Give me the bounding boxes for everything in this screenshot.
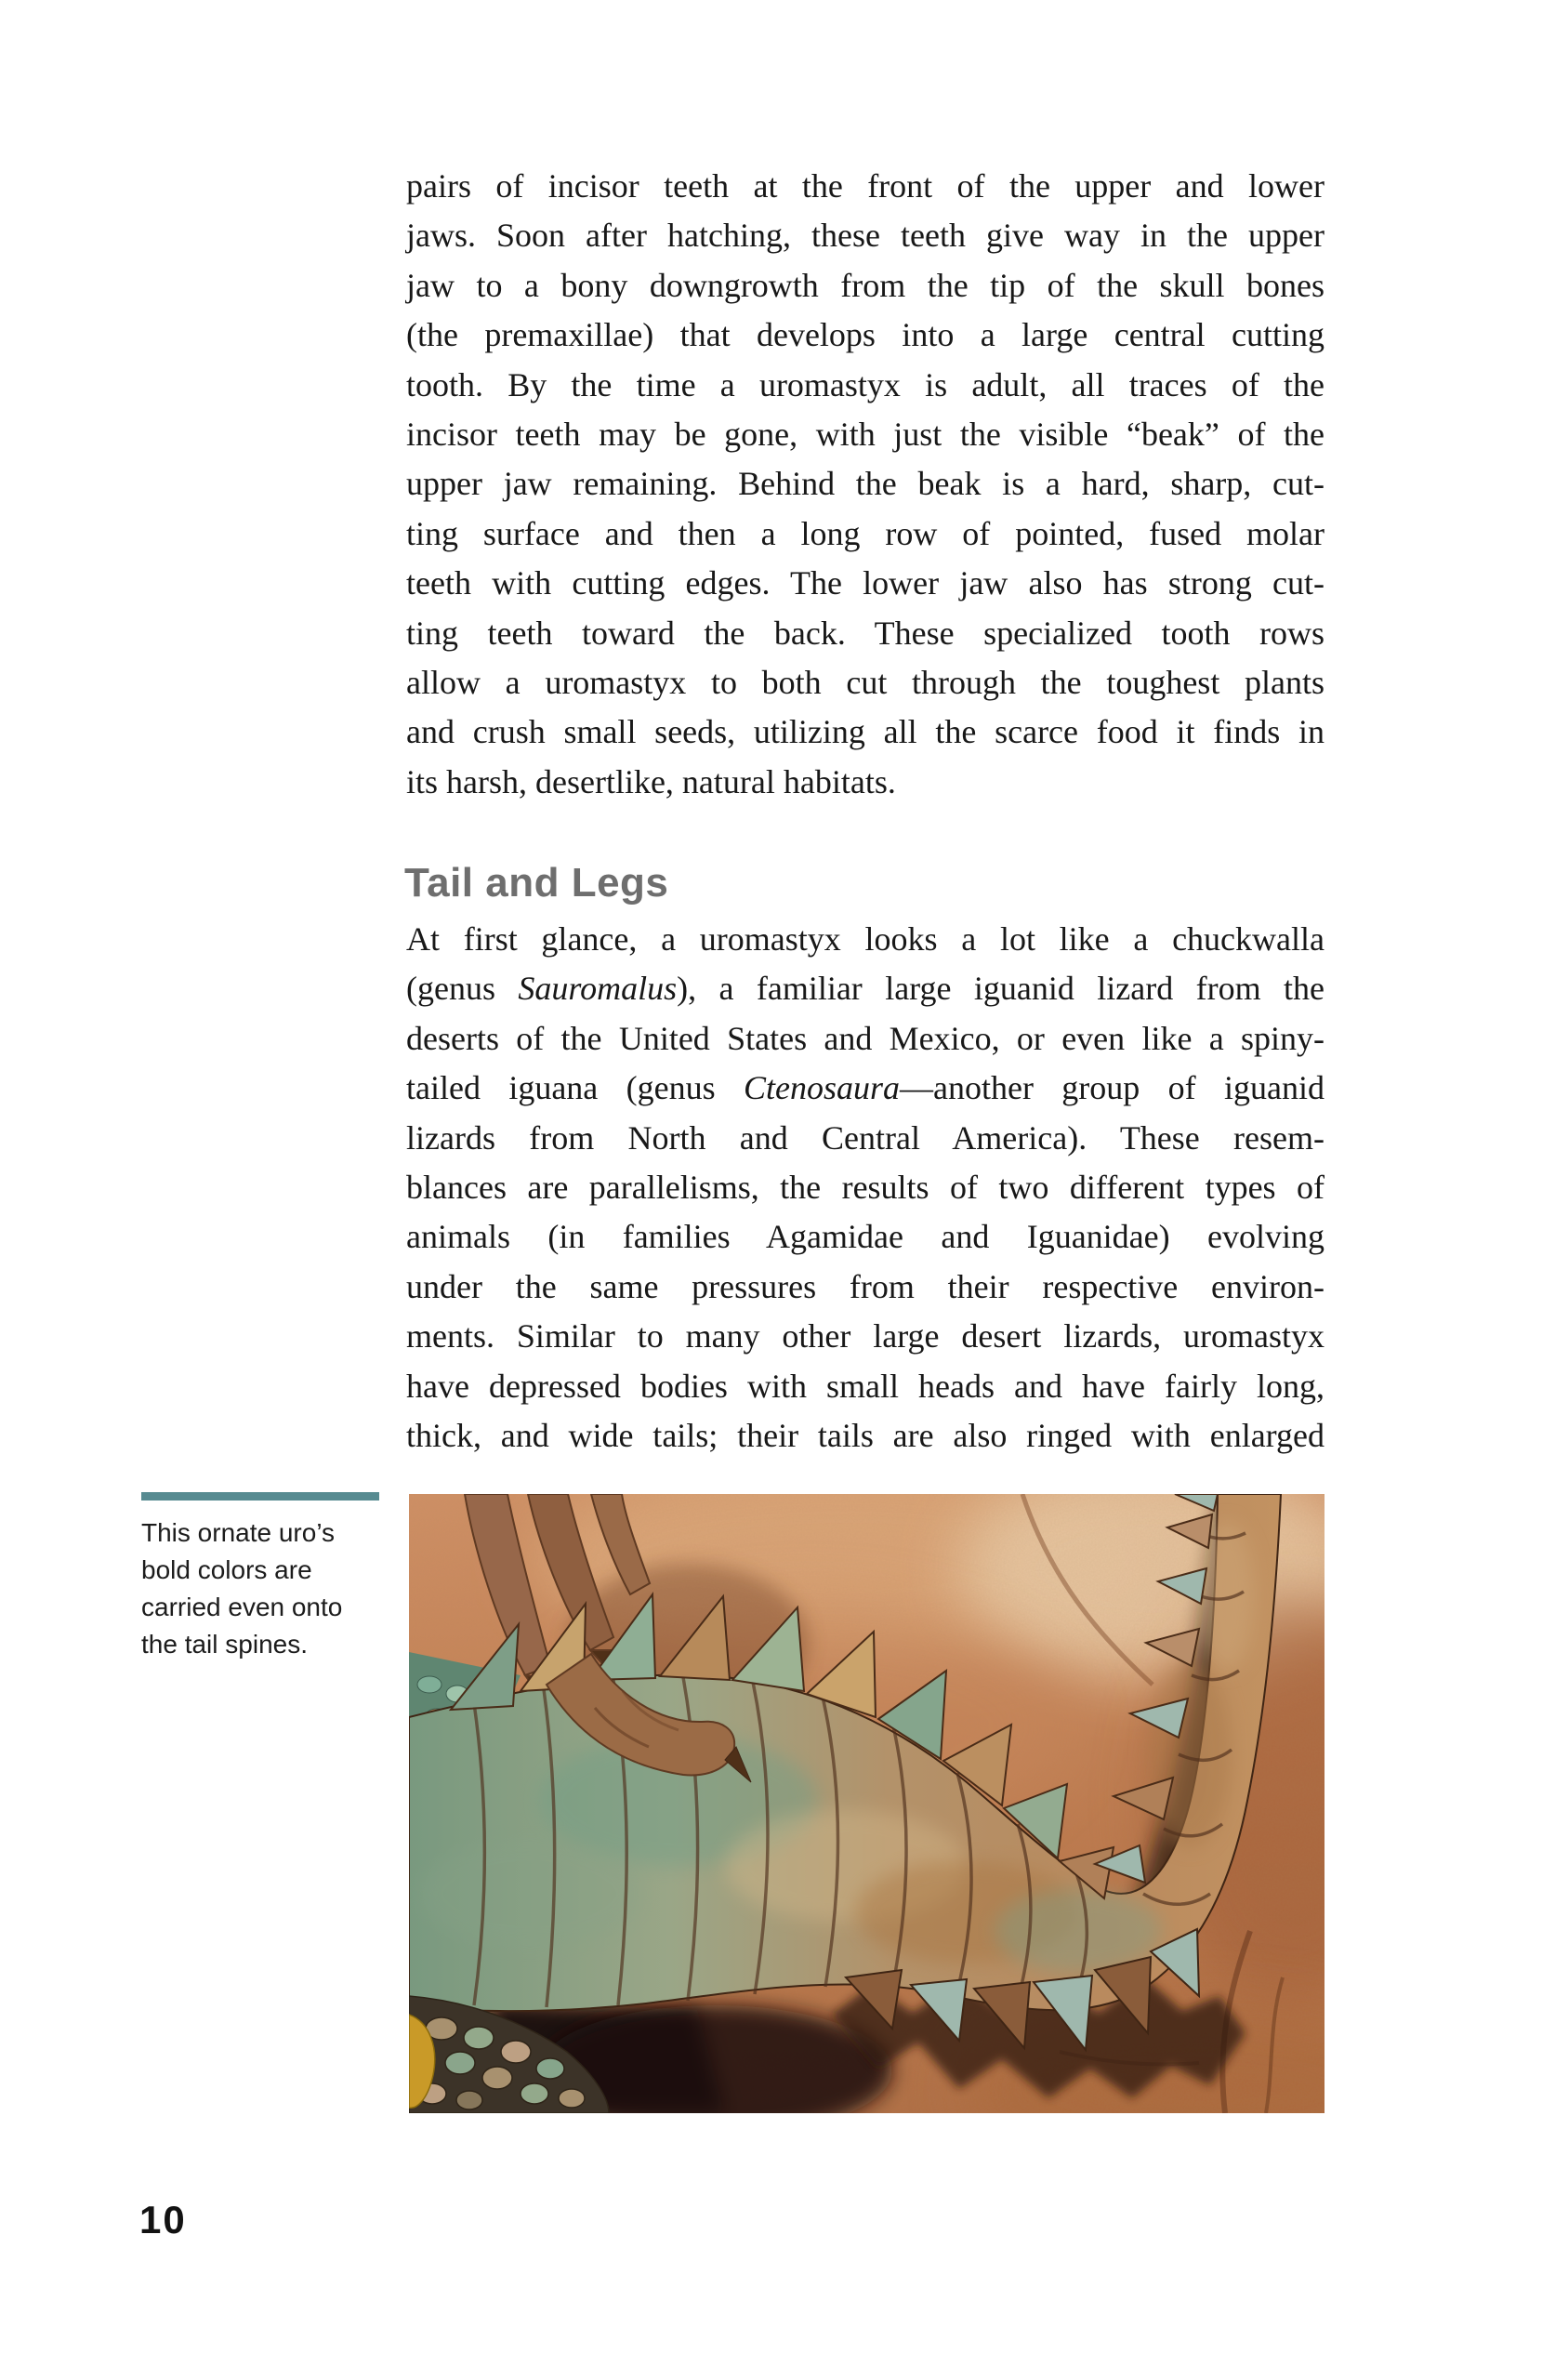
- genus-name: Sauromalus: [518, 970, 678, 1008]
- text-run: tailed iguana (genus: [406, 1069, 744, 1107]
- text-line: jaws. Soon after hatching, these teeth give way in the upper: [406, 217, 1325, 255]
- text-line: deserts of the United States and Mexico, or even like a spiny-: [406, 1019, 1325, 1057]
- text-line: (the premaxillae) that develops into a large central cutting: [406, 316, 1325, 354]
- text-line: At first glance, a uromastyx looks a lot like a chuckwalla: [406, 920, 1325, 958]
- body-paragraph-2: [406, 915, 1325, 1461]
- page-number: 10: [139, 2198, 187, 2241]
- text-line: jaw to a bony downgrowth from the tip of the skull bones: [406, 266, 1325, 304]
- genus-name: Ctenosaura: [743, 1069, 900, 1107]
- caption-line: the tail spines.: [141, 1630, 308, 1659]
- text-line: under the same pressures from their respective environ-: [406, 1267, 1325, 1305]
- text-line: blances are parallelisms, the results of two different types of: [406, 1169, 1325, 1207]
- photo-caption: [141, 1514, 392, 1663]
- text-run: ), a familiar large iguanid lizard from the: [677, 970, 1325, 1008]
- text-line: tooth. By the time a uromastyx is adult, all traces of the: [406, 365, 1325, 403]
- text-line: allow a uromastyx to both cut through the toughest plants: [406, 664, 1325, 702]
- text-run: —another group of iguanid: [900, 1069, 1325, 1107]
- text-line: [406, 964, 1325, 1013]
- text-line: incisor teeth may be gone, with just the visible “beak” of the: [406, 416, 1325, 454]
- caption-rule: [141, 1492, 379, 1501]
- text-line: ting surface and then a long row of pointed, fused molar: [406, 514, 1325, 552]
- caption-line: carried even onto: [141, 1593, 343, 1621]
- section-heading: Tail and Legs: [404, 860, 669, 906]
- body-paragraph-1: [406, 162, 1325, 807]
- text-line: [406, 1064, 1325, 1113]
- text-line: have depressed bodies with small heads and have fairly long,: [406, 1367, 1325, 1405]
- caption-line: bold colors are: [141, 1555, 312, 1584]
- text-line: teeth with cutting edges. The lower jaw also has strong cut-: [406, 564, 1325, 602]
- text-line: ting teeth toward the back. These specialized tooth rows: [406, 614, 1325, 652]
- text-run: (genus: [406, 970, 519, 1008]
- text-line: its harsh, desertlike, natural habitats.: [406, 762, 896, 800]
- text-line: animals (in families Agamidae and Iguanidae) evolving: [406, 1218, 1325, 1256]
- text-line: ments. Similar to many other large desert lizards, uromastyx: [406, 1317, 1325, 1355]
- uromastyx-tail-photo: [409, 1494, 1325, 2113]
- text-line: thick, and wide tails; their tails are also ringed with enlarged: [406, 1417, 1325, 1455]
- caption-line: This ornate uro’s: [141, 1518, 336, 1547]
- text-line: and crush small seeds, utilizing all the scarce food it finds in: [406, 713, 1325, 751]
- text-line: upper jaw remaining. Behind the beak is a hard, sharp, cut-: [406, 465, 1325, 503]
- text-line: lizards from North and Central America). These resem-: [406, 1118, 1325, 1157]
- text-line: pairs of incisor teeth at the front of the upper and lower: [406, 167, 1325, 205]
